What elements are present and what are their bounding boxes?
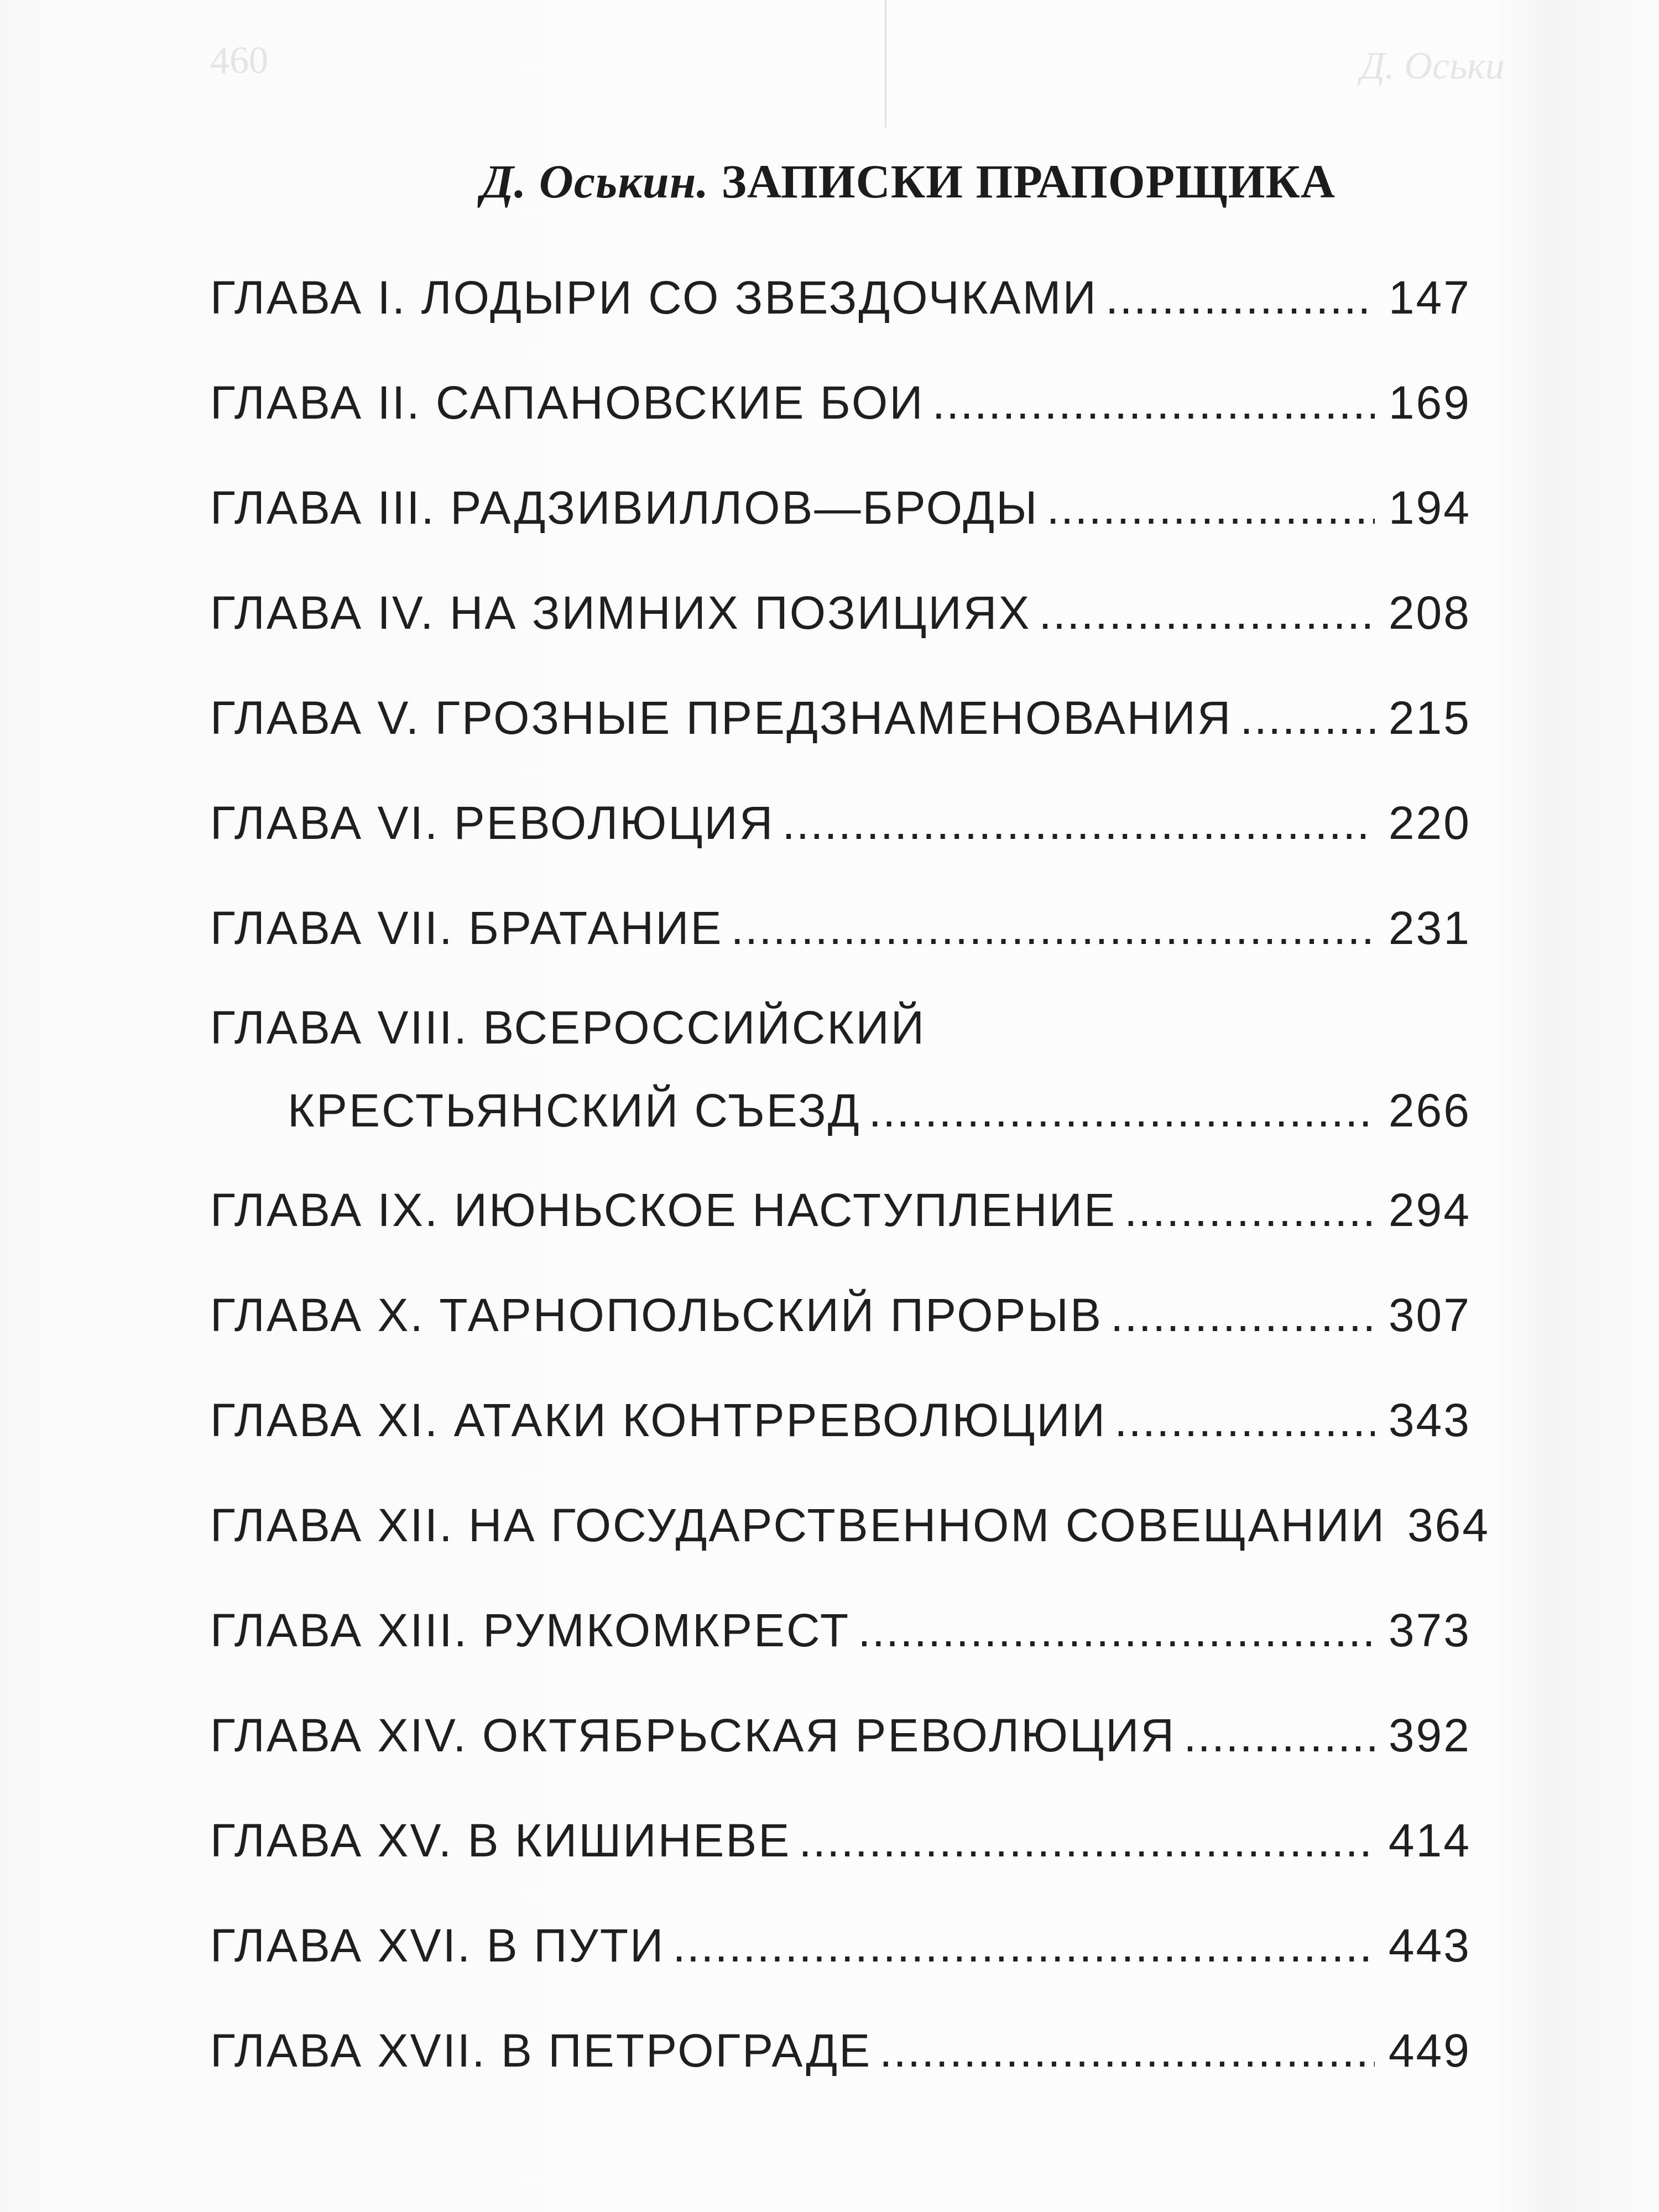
dot-leader	[799, 1814, 1375, 1867]
dot-leader	[879, 2024, 1375, 2078]
toc-entry	[210, 1604, 1471, 1659]
dot-leader	[1124, 1183, 1375, 1237]
fold-mark	[885, 0, 886, 127]
toc-entry	[210, 691, 1471, 747]
toc-entry	[210, 796, 1471, 852]
chapter-page-number: 208	[1388, 587, 1471, 639]
dot-leader	[672, 1919, 1375, 1973]
chapter-page-number: 449	[1388, 2025, 1471, 2077]
chapter-title: ГЛАВА III. РАДЗИВИЛЛОВ—БРОДЫ	[210, 482, 1039, 534]
dot-leader	[1240, 691, 1375, 745]
dot-leader	[1110, 1288, 1375, 1342]
chapter-title: ГЛАВА VII. БРАТАНИЕ	[210, 902, 723, 954]
dot-leader	[1105, 271, 1375, 325]
chapter-title: КРЕСТЬЯНСКИЙ СЪЕЗД	[288, 1084, 861, 1136]
chapter-title: ГЛАВА XI. АТАКИ КОНТРРЕВОЛЮЦИИ	[210, 1394, 1107, 1446]
chapter-page-number: 364	[1407, 1499, 1490, 1551]
toc-entry	[210, 1919, 1471, 1974]
author-name: Д. Оськин.	[481, 155, 709, 208]
toc-entry	[210, 1499, 1490, 1554]
toc-heading	[481, 154, 1335, 209]
chapter-page-number: 343	[1388, 1394, 1471, 1446]
chapter-title: ГЛАВА V. ГРОЗНЫЕ ПРЕДЗНАМЕНОВАНИЯ	[210, 692, 1233, 744]
chapter-page-number: 392	[1388, 1709, 1471, 1761]
toc-entry	[210, 1709, 1471, 1764]
chapter-title: ГЛАВА VI. РЕВОЛЮЦИЯ	[210, 797, 775, 849]
chapter-title: ГЛАВА X. ТАРНОПОЛЬСКИЙ ПРОРЫВ	[210, 1289, 1103, 1341]
toc-entry	[210, 586, 1471, 641]
chapter-title: ГЛАВА XVI. В ПУТИ	[210, 1919, 665, 1971]
toc-entry	[210, 901, 1471, 957]
chapter-page-number: 307	[1388, 1289, 1471, 1341]
toc-entry	[210, 376, 1471, 431]
chapter-page-number: 266	[1388, 1084, 1471, 1136]
toc-entry	[210, 1183, 1471, 1239]
toc-entry	[210, 1288, 1471, 1344]
toc-entry	[210, 2024, 1471, 2079]
chapter-title: ГЛАВА I. ЛОДЫРИ СО ЗВЕЗДОЧКАМИ	[210, 272, 1098, 324]
toc-entry	[210, 481, 1471, 536]
dot-leader	[782, 796, 1375, 850]
dot-leader	[1047, 481, 1375, 535]
chapter-page-number: 294	[1388, 1184, 1471, 1236]
chapter-title: ГЛАВА XII. НА ГОСУДАРСТВЕННОМ СОВЕЩАНИИ	[210, 1499, 1386, 1551]
chapter-page-number: 215	[1388, 692, 1471, 744]
dot-leader	[1114, 1394, 1375, 1447]
dot-leader	[932, 376, 1375, 430]
chapter-page-number: 169	[1388, 377, 1471, 429]
chapter-title: ГЛАВА IX. ИЮНЬСКОЕ НАСТУПЛЕНИЕ	[210, 1184, 1117, 1236]
dot-leader	[858, 1604, 1375, 1657]
chapter-title-line1: ГЛАВА VIII. ВСЕРОССИЙСКИЙ	[210, 1001, 926, 1053]
show-through-page-number: 460	[210, 39, 268, 82]
show-through-running-head: Д. Оськи	[1360, 45, 1505, 87]
chapter-title: ГЛАВА XIII. РУМКОМКРЕСТ	[210, 1604, 851, 1656]
chapter-title: ГЛАВА XVII. В ПЕТРОГРАДЕ	[210, 2025, 872, 2077]
chapter-page-number: 443	[1388, 1919, 1471, 1971]
chapter-title: ГЛАВА IV. НА ЗИМНИХ ПОЗИЦИЯХ	[210, 587, 1031, 639]
chapter-page-number: 147	[1388, 272, 1471, 324]
chapter-page-number: 231	[1388, 902, 1471, 954]
dot-leader	[1039, 586, 1375, 640]
dot-leader	[1183, 1709, 1375, 1762]
toc-entry	[210, 1394, 1471, 1449]
chapter-title: ГЛАВА XIV. ОКТЯБРЬСКАЯ РЕВОЛЮЦИЯ	[210, 1709, 1176, 1761]
toc-entry	[288, 1084, 1471, 1139]
chapter-page-number: 373	[1388, 1604, 1471, 1656]
toc-entry	[210, 271, 1471, 326]
chapter-page-number: 194	[1388, 482, 1471, 534]
book-title: ЗАПИСКИ ПРАПОРЩИКА	[721, 155, 1336, 208]
dot-leader	[731, 901, 1375, 955]
chapter-title: ГЛАВА XV. В КИШИНЕВЕ	[210, 1814, 791, 1866]
chapter-title: ГЛАВА II. САПАНОВСКИЕ БОИ	[210, 377, 925, 429]
chapter-page-number: 220	[1388, 797, 1471, 849]
toc-entry	[210, 1814, 1471, 1869]
dot-leader	[869, 1084, 1375, 1138]
chapter-page-number: 414	[1388, 1814, 1471, 1866]
